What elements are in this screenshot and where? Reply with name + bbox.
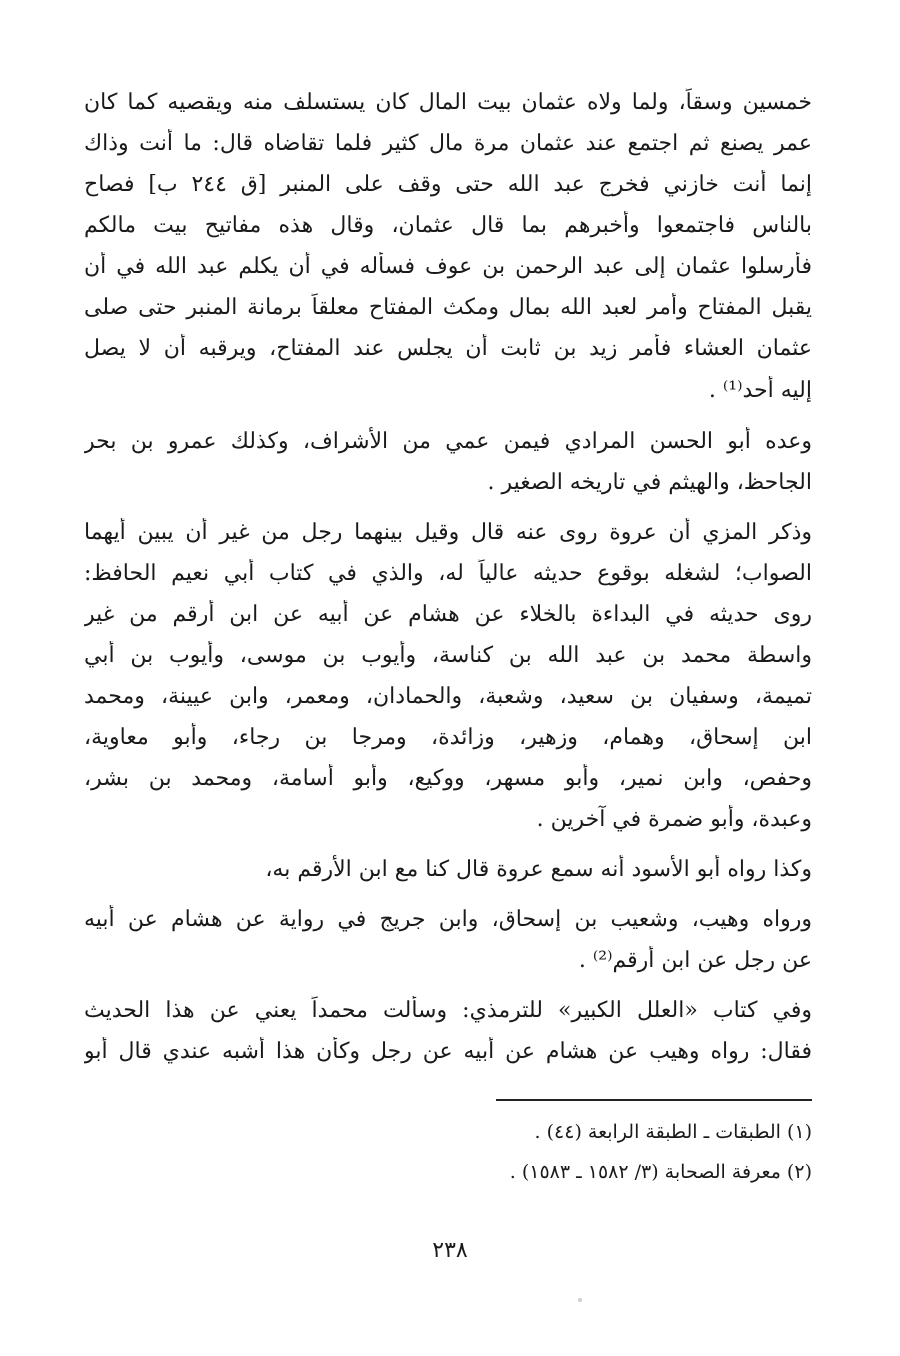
body-line-16: ابن إسحاق، وهمام، وزهير، وزائدة، ومرجا بن رجاء، وأبو معاوية،	[84, 725, 812, 750]
body-line-4: بالناس فاجتمعوا وأخبرهم بما قال عثمان، وقال هذه مفاتيح بيت مالكم	[84, 213, 812, 238]
body-line-15: تميمة، وسفيان بن سعيد، وشعبة، والحمادان، ومعمر، وابن عيينة، ومحمد	[84, 684, 812, 709]
body-line-18: وعبدة، وأبو ضمرة في آخرين .	[536, 807, 812, 832]
body-line-20: ورواه وهيب، وشعيب بن إسحاق، وابن جريج في رواية عن هشام عن أبيه	[84, 907, 812, 932]
footnote-2: (٢) معرفة الصحابة (٣/ ١٥٨٢ ـ ١٥٨٣) .	[509, 1161, 812, 1183]
body-line-22: وفي كتاب «العلل الكبير» للترمذي: وسألت محمداً يعني عن هذا الحديث	[84, 998, 812, 1023]
body-line-19: وكذا رواه أبو الأسود أنه سمع عروة قال كنا مع ابن الأرقم به،	[265, 857, 812, 882]
body-line-2: عمر يصنع ثم اجتمع عند عثمان مرة مال كثير فلما تقاضاه قال: ما أنت وذاك	[84, 131, 812, 156]
page-number: ٢٣٨	[432, 1238, 468, 1263]
body-line-1: خمسين وسقاً، ولما ولاه عثمان بيت المال كان يستسلف منه ويقصيه كما كان	[84, 90, 812, 115]
footnote-1: (١) الطبقات ـ الطبقة الرابعة (٤٤) .	[534, 1121, 812, 1143]
body-line-10: الجاحظ، والهيثم في تاريخه الصغير .	[487, 470, 812, 495]
body-line-12: الصواب؛ لشغله بوقوع حديثه عالياً له، والذي في كتاب أبي نعيم الحافظ:	[84, 561, 812, 586]
footnote-separator	[496, 1099, 812, 1101]
body-line-6: يقبل المفتاح وأمر لعبد الله بمال ومكث المفتاح معلقاً برمانة المنبر حتى صلى	[84, 295, 812, 320]
body-line-21: عن رجل عن ابن أرقم⁽²⁾ .	[578, 948, 812, 973]
body-line-7: عثمان العشاء فأمر زيد بن ثابت أن يجلس عند المفتاح، ويرقبه أن لا يصل	[84, 336, 812, 361]
scan-speck	[578, 1298, 582, 1302]
body-line-8: إليه أحد⁽¹⁾ .	[708, 378, 812, 403]
body-line-14: واسطة محمد بن عبد الله بن كناسة، وأيوب بن موسى، وأيوب بن أبي	[84, 643, 812, 668]
body-line-5: فأرسلوا عثمان إلى عبد الرحمن بن عوف فسأله في أن يكلم عبد الله في أن	[84, 254, 812, 279]
body-line-3: إنما أنت خازني فخرج عبد الله حتى وقف على المنبر [ق ٢٤٤ ب] فصاح	[84, 172, 812, 197]
body-line-17: وحفص، وابن نمير، وأبو مسهر، ووكيع، وأبو أسامة، ومحمد بن بشر،	[84, 766, 812, 791]
body-line-13: روى حديثه في البداءة بالخلاء عن هشام عن أبيه عن ابن أرقم من غير	[84, 602, 812, 627]
body-line-9: وعده أبو الحسن المرادي فيمن عمي من الأشراف، وكذلك عمرو بن بحر	[84, 429, 812, 454]
body-line-11: وذكر المزي أن عروة روى عنه قال وقيل بينهما رجل من غير أن يبين أيهما	[84, 520, 812, 545]
body-line-23: فقال: رواه وهيب عن هشام عن أبيه عن رجل وكأن هذا أشبه عندي قال أبو	[84, 1039, 812, 1064]
